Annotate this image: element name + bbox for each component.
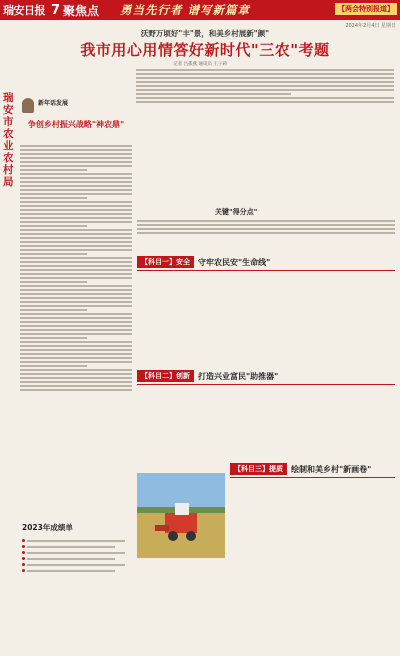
- text-line: [27, 570, 115, 572]
- text-line: [20, 305, 132, 307]
- divider: [137, 270, 395, 271]
- text-line: [20, 249, 132, 251]
- text-line: [20, 337, 87, 339]
- section-3-col-1: [229, 481, 309, 641]
- text-line: [20, 213, 132, 215]
- text-line: [20, 289, 132, 291]
- section-1-col-1: [137, 274, 221, 368]
- text-line: [20, 285, 132, 287]
- text-line: [20, 353, 132, 355]
- text-line: [20, 225, 87, 227]
- vertical-department-title: 瑞安市农业农村局: [3, 92, 14, 188]
- text-line: [20, 173, 132, 175]
- text-line: [27, 546, 115, 548]
- text-line: [20, 365, 87, 367]
- text-line: [20, 273, 132, 275]
- section-3-col-2: [313, 481, 395, 641]
- text-line: [20, 297, 132, 299]
- text-line: [20, 157, 132, 159]
- section-title: 守牢农民安"生命线": [198, 257, 271, 267]
- text-line: [20, 241, 132, 243]
- divider: [137, 384, 395, 385]
- text-line: [20, 205, 132, 207]
- list-item: [22, 563, 130, 566]
- dateline: 2024年2月4日 星期日: [345, 23, 396, 29]
- article-kicker: 沃野万顷好"丰"景，和美乡村展新"颜": [140, 29, 270, 38]
- section-badge: 【科目一】安全: [137, 256, 194, 268]
- newspaper-logo: 瑞安日报: [3, 4, 45, 17]
- text-line: [20, 373, 132, 375]
- text-line: [20, 169, 87, 171]
- text-line: [20, 237, 132, 239]
- text-line: [20, 389, 132, 391]
- bullet-icon: [22, 539, 25, 542]
- list-item: [22, 539, 130, 542]
- text-line: [27, 558, 115, 560]
- section-title: 绘制和美乡村"新画卷": [291, 464, 372, 474]
- text-line: [20, 153, 132, 155]
- page-number: 7: [51, 2, 61, 18]
- text-line: [20, 165, 132, 167]
- text-line: [20, 177, 132, 179]
- bullet-icon: [22, 563, 25, 566]
- section-1-col-3: [313, 274, 395, 368]
- text-line: [136, 81, 394, 83]
- score-text-block: [137, 218, 395, 244]
- list-item: [22, 545, 130, 548]
- section-2-col-1: [137, 388, 221, 466]
- bullet-icon: [22, 569, 25, 572]
- text-line: [20, 361, 132, 363]
- text-line: [136, 97, 394, 99]
- text-line: [20, 369, 132, 371]
- text-line: [20, 233, 132, 235]
- article-byline: 记者 吕孤燕 通讯员 王子莉: [173, 62, 227, 67]
- text-line: [136, 69, 394, 71]
- bullet-icon: [22, 545, 25, 548]
- text-line: [137, 224, 395, 226]
- section-name: 聚焦点: [63, 3, 100, 18]
- portrait-photo: [22, 98, 34, 113]
- text-line: [20, 301, 132, 303]
- text-line: [27, 540, 125, 542]
- text-line: [20, 145, 132, 147]
- text-line: [20, 217, 132, 219]
- special-report-tag: 【两会特别报道】: [335, 3, 397, 15]
- section-banner-3: [230, 463, 371, 475]
- bullet-icon: [22, 557, 25, 560]
- text-line: [20, 181, 132, 183]
- text-line: [20, 245, 132, 247]
- text-line: [20, 281, 87, 283]
- divider: [230, 477, 395, 478]
- list-item: [22, 557, 130, 560]
- text-line: [20, 345, 132, 347]
- text-line: [136, 93, 291, 95]
- list-item: [22, 551, 130, 554]
- card-title: 新年话发展: [38, 100, 69, 107]
- text-line: [136, 101, 394, 103]
- text-line: [20, 325, 132, 327]
- text-line: [20, 209, 132, 211]
- slogan: 勇当先行者 谱写新篇章: [120, 3, 251, 17]
- text-line: [137, 228, 395, 230]
- intro-text-block: [136, 67, 394, 123]
- text-line: [137, 232, 395, 234]
- text-line: [20, 221, 132, 223]
- section-title: 打造兴业富民"助推器": [198, 371, 279, 381]
- text-line: [20, 277, 132, 279]
- text-line: [20, 229, 132, 231]
- section-banner-2: [137, 370, 278, 382]
- score-heading: 关键"得分点": [215, 208, 258, 216]
- text-line: [27, 564, 125, 566]
- text-line: [20, 261, 132, 263]
- section-badge: 【科目三】提质: [230, 463, 287, 475]
- text-line: [20, 161, 132, 163]
- harvester-photo: [137, 473, 225, 558]
- text-line: [20, 269, 132, 271]
- text-line: [27, 552, 125, 554]
- text-line: [20, 357, 132, 359]
- section-banner-1: [137, 256, 270, 268]
- bullet-icon: [22, 551, 25, 554]
- section-badge: 【科目二】创新: [137, 370, 194, 382]
- text-line: [20, 197, 87, 199]
- points-list: [22, 536, 130, 575]
- text-line: [20, 309, 87, 311]
- text-line: [20, 185, 132, 187]
- text-line: [20, 313, 132, 315]
- text-line: [136, 85, 394, 87]
- section-1-col-2: [225, 274, 309, 368]
- text-line: [136, 89, 394, 91]
- points-title: 2023年成绩单: [22, 523, 73, 532]
- text-line: [20, 265, 132, 267]
- text-line: [20, 257, 132, 259]
- text-line: [20, 349, 132, 351]
- text-line: [136, 73, 394, 75]
- section-2-col-3: [313, 388, 395, 466]
- card-headline: 争创乡村振兴战略"神农鼎": [27, 120, 125, 129]
- text-line: [136, 77, 394, 79]
- text-line: [20, 341, 132, 343]
- text-line: [20, 293, 132, 295]
- text-line: [20, 321, 132, 323]
- section-2-col-2: [225, 388, 309, 466]
- text-line: [20, 381, 132, 383]
- text-line: [20, 193, 132, 195]
- text-line: [20, 333, 132, 335]
- section-3-col-3: [137, 562, 225, 641]
- text-line: [20, 317, 132, 319]
- text-line: [20, 377, 132, 379]
- text-line: [20, 329, 132, 331]
- article-headline: 我市用心用情答好新时代"三农"考题: [80, 41, 330, 59]
- text-line: [20, 189, 132, 191]
- card-text-block: [20, 143, 132, 517]
- text-line: [20, 201, 132, 203]
- text-line: [20, 149, 132, 151]
- text-line: [20, 385, 132, 387]
- list-item: [22, 569, 130, 572]
- text-line: [137, 220, 395, 222]
- text-line: [20, 253, 87, 255]
